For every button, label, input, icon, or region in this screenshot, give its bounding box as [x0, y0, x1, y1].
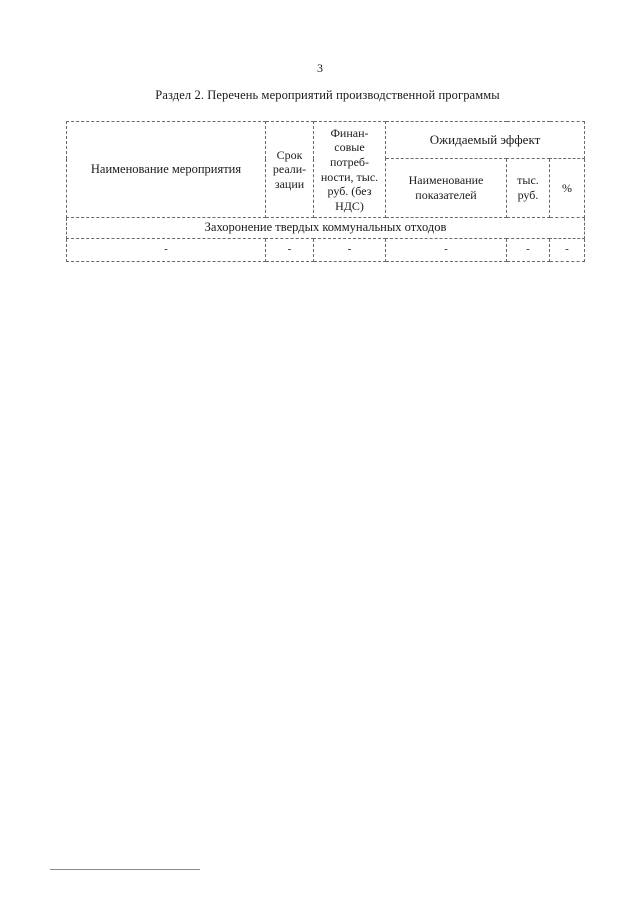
page-number: 3 [317, 61, 323, 75]
footer-rule [50, 869, 200, 870]
table-row [67, 239, 585, 262]
cell-thousand-rub: - [507, 239, 550, 262]
header-activity-name: Наименование мероприятия [67, 122, 266, 218]
cell-activity-name: - [67, 239, 266, 262]
group-title: Захоронение твердых коммунальных отходов [67, 218, 585, 239]
header-period: Срок реали-зации [266, 122, 314, 218]
header-percent: % [550, 159, 585, 218]
cell-percent: - [550, 239, 585, 262]
header-thousand-rub: тыс. руб. [507, 159, 550, 218]
cell-indicators: - [386, 239, 507, 262]
table-group-row [67, 218, 585, 239]
cell-finance: - [314, 239, 386, 262]
header-finance: Финан-совые потреб-ности, тыс. руб. (без НДС) [314, 122, 386, 218]
table-header-row-1 [67, 122, 585, 159]
header-indicators: Наименование показателей [386, 159, 507, 218]
activities-table [66, 121, 585, 262]
header-expected-effect: Ожидаемый эффект [386, 122, 585, 159]
cell-period: - [266, 239, 314, 262]
section-title: Раздел 2. Перечень мероприятий производственной программы [155, 88, 500, 102]
